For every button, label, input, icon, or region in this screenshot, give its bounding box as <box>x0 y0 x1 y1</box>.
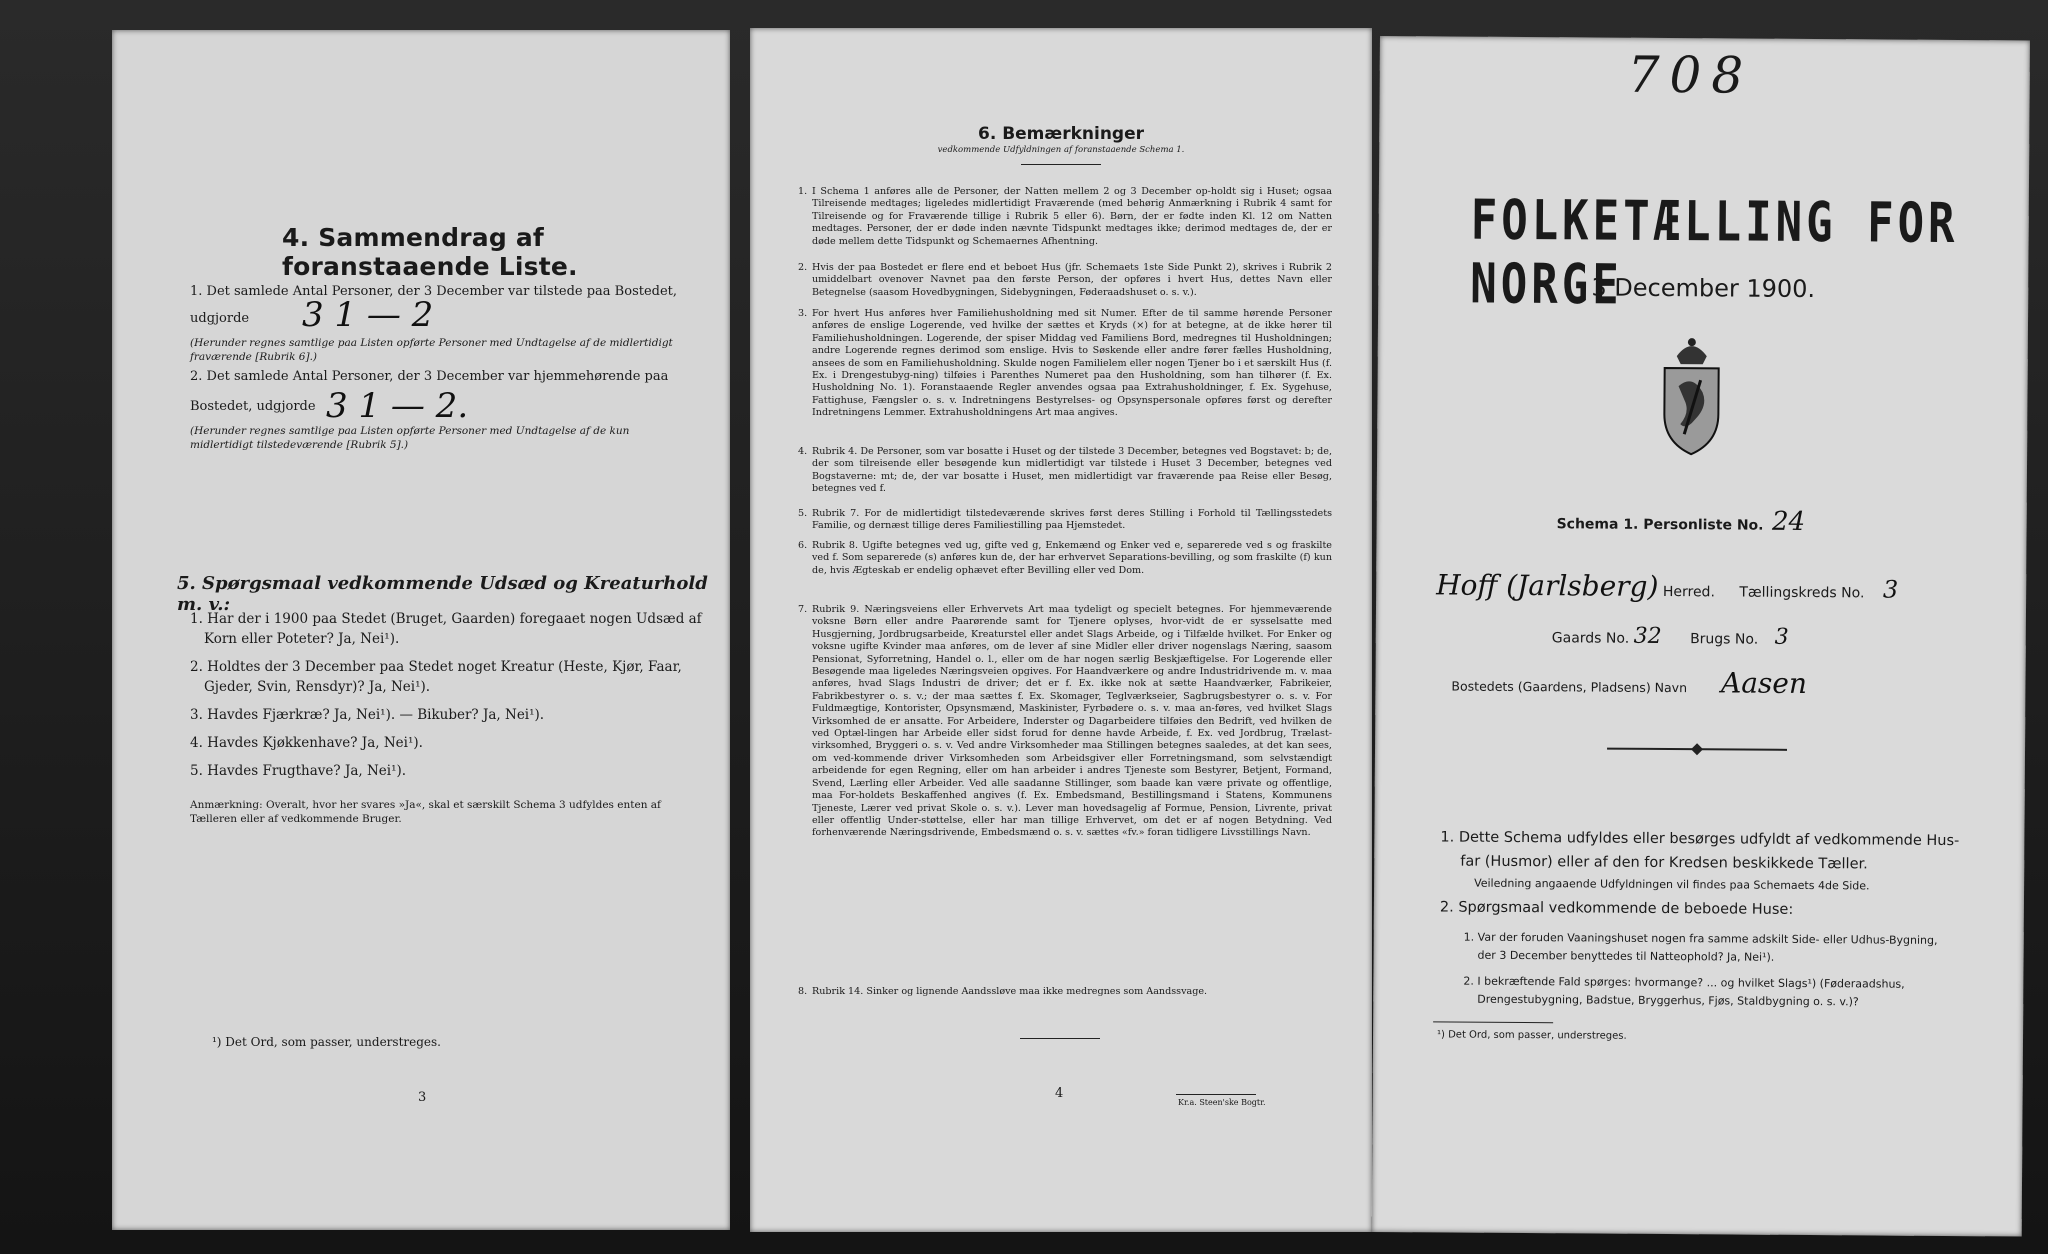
coat-of-arms-icon <box>1654 334 1729 459</box>
remark-text: Rubrik 8. Ugifte betegnes ved ug, gifte ved g, Enkemænd og Enker ved e, separerede ved s og fraskilte ved f. Som separerede (s) anføres kun de, der har erhvervet Separations-bevilling, og som fraskilte (f) kun de, hvis Ægteskab er endelig ophævet efter Bevilling eller ved Dom. <box>812 540 1332 576</box>
remark-item-7 <box>798 604 1332 840</box>
gaards-value: 32 <box>1633 623 1662 649</box>
page-number: 3 <box>418 1090 427 1105</box>
schema-label: Schema 1. Personliste No. <box>1556 516 1764 534</box>
document-title: FOLKETÆLLING FOR NORGE <box>1470 188 1959 318</box>
heading-rule <box>1021 164 1101 165</box>
remark-item-2 <box>798 262 1332 299</box>
gaards-line <box>1552 623 1789 650</box>
end-rule <box>1020 1038 1100 1039</box>
footnote: ¹) Det Ord, som passer, understreges. <box>1436 1029 1627 1042</box>
q2-note-1: (Herunder regnes samtlige paa Listen opførte Personer med Undtagelse af de kun <box>190 425 630 437</box>
ornament-divider-icon <box>1607 742 1787 757</box>
printer-imprint: Kr.a. Steen'ske Bogtr. <box>1178 1098 1266 1107</box>
section-5-heading: 5. Spørgsmaal vedkommende Udsæd og Kreaturhold m. v.: <box>177 573 708 615</box>
gaards-label: Gaards No. <box>1551 630 1630 647</box>
s2-line1: 2. Holdtes der 3 December paa Stedet noget Kreatur (Heste, Kjør, Faar, <box>190 659 682 675</box>
instruction-1-line1: 1. Dette Schema udfyldes eller besørges udfyldt af vedkommende Hus- <box>1440 829 1960 850</box>
s1-line2: Korn eller Poteter? Ja, Nei¹). <box>204 631 400 647</box>
instruction-1-line3: Veiledning angaaende Udfyldningen vil findes paa Schemaets 4de Side. <box>1474 876 1870 893</box>
remark-number: 7. <box>798 604 808 615</box>
footnote-rule <box>1433 1021 1553 1023</box>
page-remarks <box>750 28 1372 1232</box>
instruction-2-1-line2: der 3 December benyttedes til Natteophold? Ja, Nei¹). <box>1477 948 1775 964</box>
herred-line <box>1436 568 1996 605</box>
instruction-2-2-line2: Drengestubygning, Badstue, Bryggerhus, Fjøs, Staldbygning o. s. v.)? <box>1477 992 1859 1009</box>
herred-label: Herred. <box>1662 583 1715 601</box>
q2-line2: Bostedet, udgjorde <box>190 399 316 414</box>
q1-note-2: fraværende [Rubrik 6].) <box>190 351 318 363</box>
q1-handwritten-answer: 3 1 — 2 <box>302 295 434 335</box>
s2-line2: Gjeder, Svin, Rensdyr)? Ja, Nei¹). <box>204 679 431 695</box>
remark-number: 3. <box>798 308 808 319</box>
annotation-line-2: Tælleren eller af vedkommende Bruger. <box>190 813 402 825</box>
census-date: 3 December 1900. <box>1591 273 1816 304</box>
remark-text: Hvis der paa Bostedet er flere end et beboet Hus (jfr. Schemaets 1ste Side Punkt 2), skrives i Rubrik 2 umiddelbart ovenover Navnet paa den første Person, der opføres i hvert Hus, dettes Navn eller Betegnelse (saasom Hovedbygningen, Sidebygningen, Føderaadshuset o. s. v.). <box>812 262 1332 298</box>
printer-rule <box>1176 1094 1256 1095</box>
remark-number: 8. <box>798 986 808 997</box>
remark-text: For hvert Hus anføres hver Familiehusholdning med sit Numer. Efter de til samme hørende Personer anføres de enslige Logerende, ved hvilke der sættes et Kryds (×) for at betegne, at de ikke hører til Familiehusholdningen. Logerende, der spiser Middag ved Familiens Bord, medregnes til Husholdningen; andre Logerende regnes derimod som enslige. Hvis to Søskende eller andre fører fælles Husholdning, ansees de som en Familiehusholdning. Skulde nogen Familielem eller nogen Tjener bo i et særskilt Hus (f. Ex. i Drengestubyg-ning) tilføies i Parenthes Numeret paa den Husholdning, som han tilhører (f. Ex. Husholdning No. 1). Foranstaaende Regler anvendes ogsaa paa Extrahusholdninger, f. Ex. Sygehuse, Fattighuse, Fængsler o. s. v. Indretningens Bestyrelses- og Opsynspersonale opføres først og derefter Indretningens Lemmer. Extrahusholdningens Art maa angives. <box>812 308 1332 419</box>
remark-text: Rubrik 4. De Personer, som var bosatte i Huset og der tilstede 3 December, betegnes ved Bogstavet: b; de, der som tilreisende eller besøgende kun midlertidigt var tilstede i Huset 3 December, betegnes ved Bogstaverne: mt; de, der var bosatte i Huset, men midlertidigt var fraværende paa Reise eller Besøg, betegnes ved f. <box>812 446 1332 495</box>
herred-value: Hoff (Jarlsberg) <box>1436 568 1659 603</box>
kreds-label: Tællingskreds No. <box>1739 584 1865 602</box>
q2-handwritten-answer: 3 1 — 2. <box>326 386 469 426</box>
s4-line: 4. Havdes Kjøkkenhave? Ja, Nei¹). <box>190 735 423 751</box>
page-number: 4 <box>1055 1086 1064 1101</box>
page-summary <box>112 30 730 1230</box>
section-4-heading: 4. Sammendrag af foranstaaende Liste. <box>282 223 578 281</box>
s1-line1: 1. Har der i 1900 paa Stedet (Bruget, Gaarden) foregaaet nogen Udsæd af <box>190 611 702 627</box>
handwritten-archive-number: 708 <box>1627 45 1754 105</box>
kreds-value: 3 <box>1882 575 1899 604</box>
remark-number: 1. <box>798 186 808 197</box>
section-6-subheading: vedkommende Udfyldningen af foranstaaende Schema 1. <box>937 145 1185 155</box>
schema-line <box>1556 505 1806 537</box>
q2-note-2: midlertidigt tilstedeværende [Rubrik 5].) <box>190 439 409 451</box>
remark-number: 6. <box>798 540 808 551</box>
remark-text: Rubrik 9. Næringsveiens eller Erhvervets Art maa tydeligt og specielt betegnes. For hjemmeværende voksne Børn eller andre Paarørende samt for Tjenere oplyses, hvor-vidt de er sysselsatte med Husgjerning, Jordbrugsarbeide, Kreaturstel eller andet Slags Arbeide, og i Tilfælde hvilket. For Enker og voksne ugifte Kvinder maa anføres, om de lever af sine Midler eller driver nogenslags Næring, saasom Pensionat, Syforretning, Handel o. l., eller om de har nogen særlig Beskjæftigelse. For Logerende eller Besøgende maa ligeledes Næringsveien opgives. For Haandværkere og andre Industridrivende m. v. maa anføres, hvad Slags Industri de driver; det er f. Ex. ikke nok at sætte Haandværker, Fabrikeier, Fabrikbestyrer o. s. v.; der maa sættes f. Ex. Skomager, Teglværkseier, Sagbrugsbestyrer o. s. v. For Fuldmægtige, Kontorister, Opsynsmænd, Maskinister, Fyrbødere o. s. v. maa an-føres, ved hvilket Slags Virksomhed de er ansatte. For Arbeidere, Inderster og Dagarbeidere tilføies den Bedrift, ved hvilken de ved Optæl-lingen har Arbeide eller sidst forud for denne havde Arbeide, f. Ex. ved Jordbrug, Trælast-virksomhed, Bryggeri o. s. v. Ved andre Virksomheder maa Stillingen betegnes saaledes, at det kan sees, om ved-kommende driver Virksomheden som Arbeidsgiver eller Forretningsmand, som selvstændigt arbeidende for egen Regning, eller om han arbeider i andres Tjeneste som Bestyrer, Betjent, Formand, Svend, Lærling eller Arbeider. Ved alle saadanne Stillinger, som baade kan være private og offentlige, maa For-holdets Beskaffenhed angives (f. Ex. Embedsmand, Bestillingsmand i Statens, Kommunens Tjeneste, Lærer ved privat Skole o. s. v.). Lever man hovedsagelig af Formue, Pension, Livrente, privat eller offentlig Under-støttelse, eller har man tillige Erhvervet, om det er af nogen Betydning. Ved forhenværende Næringsdrivende, Embedsmænd o. s. v. sættes «fv.» foran tidligere Livsstillings Navn. <box>812 604 1332 839</box>
remark-number: 5. <box>798 508 808 519</box>
annotation-line-1: Anmærkning: Overalt, hvor her svares »Ja«, skal et særskilt Schema 3 udfyldes enten af <box>190 799 661 811</box>
bosted-label: Bostedets (Gaardens, Pladsens) Navn <box>1451 678 1688 696</box>
instruction-2-heading: 2. Spørgsmaal vedkommende de beboede Huse: <box>1439 899 1794 918</box>
remark-number: 4. <box>798 446 808 457</box>
remark-text: Rubrik 14. Sinker og lignende Aandssløve maa ikke medregnes som Aandssvage. <box>812 986 1208 997</box>
bosted-line <box>1451 665 1807 700</box>
instruction-1-line2: far (Husmor) eller af den for Kredsen beskikkede Tæller. <box>1460 853 1868 873</box>
remark-item-8 <box>798 986 1332 998</box>
page-cover <box>1372 36 2030 1237</box>
q1-line1: 1. Det samlede Antal Personer, der 3 December var tilstede paa Bostedet, <box>190 284 678 299</box>
q1-note-1: (Herunder regnes samtlige paa Listen opførte Personer med Undtagelse af de midlertidigt <box>190 337 673 349</box>
section-6-heading: 6. Bemærkninger <box>977 124 1145 144</box>
footnote: ¹) Det Ord, som passer, understreges. <box>212 1035 441 1049</box>
brugs-label: Brugs No. <box>1690 631 1759 648</box>
remark-text: Rubrik 7. For de midlertidigt tilstedeværende skrives først deres Stilling i Forhold til Tællingsstedets Familie, og dernæst tillige deres Familiestilling paa Hjemstedet. <box>812 508 1332 532</box>
remark-number: 2. <box>798 262 808 273</box>
personliste-number: 24 <box>1771 506 1806 537</box>
remark-item-3 <box>798 308 1332 420</box>
s3-line: 3. Havdes Fjærkræ? Ja, Nei¹). — Bikuber? Ja, Nei¹). <box>190 707 545 723</box>
q1-line2: udgjorde <box>190 311 250 326</box>
instruction-2-2-line1: 2. I bekræftende Fald spørges: hvormange? ... og hvilket Slags¹) (Føderaadshus, <box>1463 974 1905 991</box>
s5-line: 5. Havdes Frugthave? Ja, Nei¹). <box>190 763 407 779</box>
q2-line1: 2. Det samlede Antal Personer, der 3 December var hjemmehørende paa <box>190 369 669 384</box>
remark-item-5 <box>798 508 1332 533</box>
bosted-value: Aasen <box>1720 666 1808 700</box>
remark-item-6 <box>798 540 1332 577</box>
instruction-2-1-line1: 1. Var der foruden Vaaningshuset nogen fra samme adskilt Side- eller Udhus-Bygning, <box>1463 930 1938 947</box>
brugs-value: 3 <box>1774 624 1789 650</box>
remark-text: I Schema 1 anføres alle de Personer, der Natten mellem 2 og 3 December op-holdt sig i Huset; ogsaa Tilreisende medtages; ligeledes midlertidigt Fraværende (med behørig Anmærkning i Rubrik 4 samt for Tilreisende og for Fraværende tillige i Rubrik 5 eller 6). Børn, der er fødte inden Kl. 12 om Natten medtages. Personer, der er døde inden nævnte Tidspunkt medtages ikke; derimod medtages de, der er døde mellem dette Tidspunkt og Schemaernes Afhentning. <box>812 186 1332 247</box>
remark-item-1 <box>798 186 1332 248</box>
remark-item-4 <box>798 446 1332 496</box>
